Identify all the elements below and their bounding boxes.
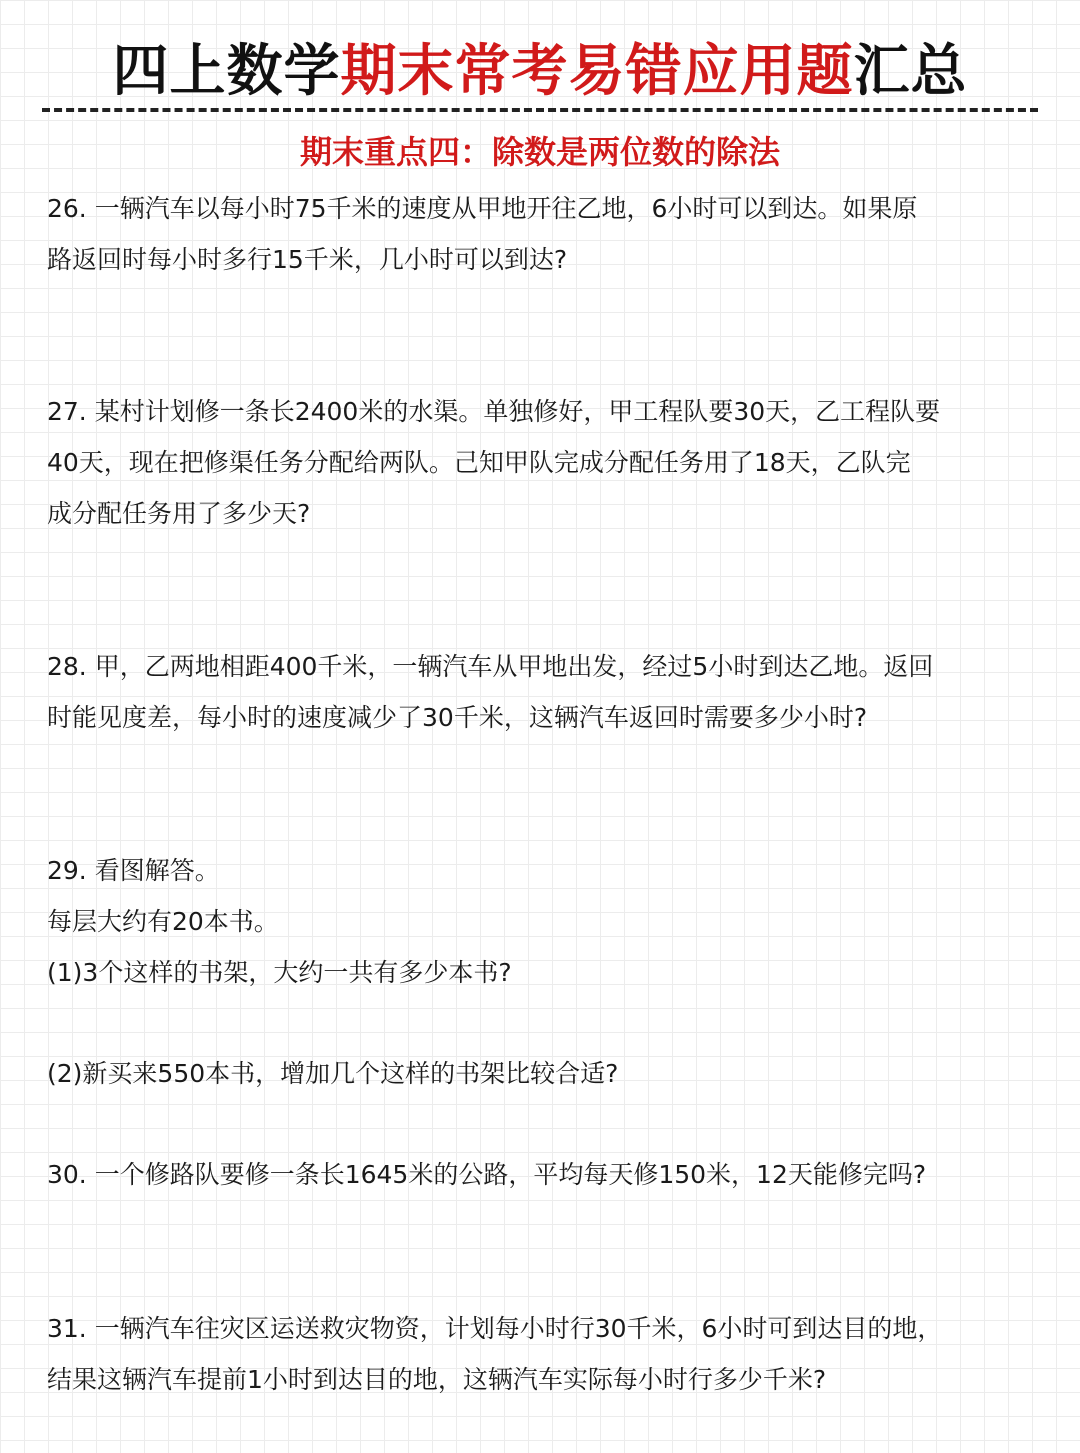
- question-line: 路返回时每小时多行15千米，几小时可以到达?: [47, 245, 568, 274]
- question-line: 每层大约有20本书。: [47, 907, 279, 936]
- question-line: 30. 一个修路队要修一条长1645米的公路，平均每天修150米，12天能修完吗?: [47, 1160, 927, 1189]
- title-part-2-highlight: 期末常考易错应用题: [340, 39, 854, 104]
- question-line: 成分配任务用了多少天?: [47, 499, 311, 528]
- page-title: [0, 36, 1080, 108]
- question-line: 31. 一辆汽车往灾区运送救灾物资，计划每小时行30千米，6小时可到达目的地，: [47, 1314, 943, 1343]
- question-30: [47, 1149, 1037, 1200]
- question-line: (2)新买来550本书，增加几个这样的书架比较合适?: [47, 1059, 619, 1088]
- question-line: 40天，现在把修渠任务分配给两队。己知甲队完成分配任务用了18天，乙队完: [47, 448, 911, 477]
- question-line: 时能见度差，每小时的速度减少了30千米，这辆汽车返回时需要多少小时?: [47, 703, 868, 732]
- title-part-3: 汇总: [853, 39, 968, 104]
- question-28: [47, 641, 1037, 743]
- question-line: (1)3个这样的书架，大约一共有多少本书?: [47, 958, 512, 987]
- title-part-1: 四上数学: [112, 39, 341, 104]
- question-line: 28. 甲，乙两地相距400千米，一辆汽车从甲地出发，经过5小时到达乙地。返回: [47, 652, 934, 681]
- question-29-part-2: [47, 1048, 1037, 1099]
- section-subtitle: 期末重点四：除数是两位数的除法: [299, 133, 780, 171]
- question-31: [47, 1303, 1037, 1405]
- question-line: 29. 看图解答。: [47, 856, 220, 885]
- question-26: [47, 183, 1037, 285]
- question-line: 27. 某村计划修一条长2400米的水渠。单独修好，甲工程队要30天，乙工程队要: [47, 397, 941, 426]
- question-29: [47, 845, 1037, 998]
- title-dashed-divider: [42, 108, 1038, 112]
- question-line: 结果这辆汽车提前1小时到达目的地，这辆汽车实际每小时行多少千米?: [47, 1365, 827, 1394]
- question-27: [47, 386, 1037, 539]
- question-line: 26. 一辆汽车以每小时75千米的速度从甲地开往乙地，6小时可以到达。如果原: [47, 194, 918, 223]
